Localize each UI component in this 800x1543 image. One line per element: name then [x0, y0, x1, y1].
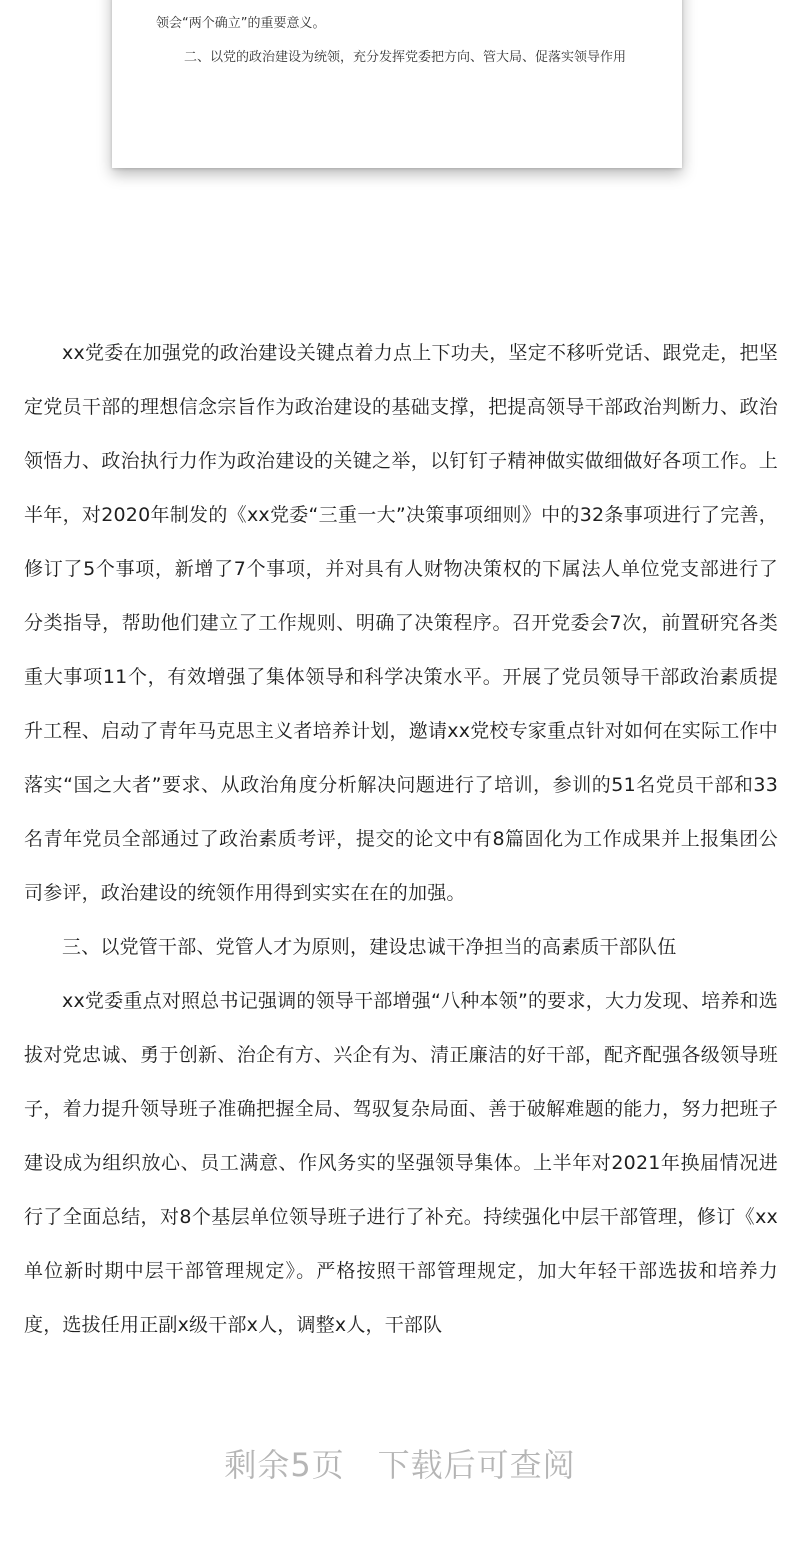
page-preview-card: [112, 0, 682, 168]
document-body: [24, 326, 778, 1352]
remaining-pages-notice[interactable]: 剩余5页 下载后可查阅: [224, 1446, 576, 1484]
body-paragraph-cadre-team: xx党委重点对照总书记强调的领导干部增强“八种本领”的要求，大力发现、培养和选拔对党忠诚、勇于创新、治企有方、兴企有为、清正廉洁的好干部，配齐配强各级领导班子，着力提升领导班子准确把握全局、驾驭复杂局面、善于破解难题的能力，努力把班子建设成为组织放心、员工满意、作风务实的坚强领导集体。上半年对2021年换届情况进行了全面总结，对8个基层单位领导班子进行了补充。持续强化中层干部管理，修订《xx单位新时期中层干部管理规定》。严格按照干部管理规定，加大年轻干部选拔和培养力度，选拔任用正副x级干部x人，调整x人，干部队: [24, 990, 778, 1336]
preview-section-heading: 二、以党的政治建设为统领，充分发挥党委把方向、管大局、促落实领导作用: [184, 50, 627, 65]
preview-text-line: 领会“两个确立”的重要意义。: [156, 16, 326, 31]
body-paragraph-political-building: xx党委在加强党的政治建设关键点着力点上下功夫，坚定不移听党话、跟党走，把坚定党员干部的理想信念宗旨作为政治建设的基础支撑，把提高领导干部政治判断力、政治领悟力、政治执行力作为政治建设的关键之举，以钉钉子精神做实做细做好各项工作。上半年，对2020年制发的《xx党委“三重一大”决策事项细则》中的32条事项进行了完善，修订了5个事项，新增了7个事项，并对具有人财物决策权的下属法人单位党支部进行了分类指导，帮助他们建立了工作规则、明确了决策程序。召开党委会7次，前置研究各类重大事项11个，有效增强了集体领导和科学决策水平。开展了党员领导干部政治素质提升工程、启动了青年马克思主义者培养计划，邀请xx党校专家重点针对如何在实际工作中落实“国之大者”要求、从政治角度分析解决问题进行了培训，参训的51名党员干部和33名青年党员全部通过了政治素质考评，提交的论文中有8篇固化为工作成果并上报集团公司参评，政治建设的统领作用得到实实在在的加强。: [24, 342, 778, 904]
section-heading-cadre-team: 三、以党管干部、党管人才为原则，建设忠诚干净担当的高素质干部队伍: [62, 936, 677, 958]
